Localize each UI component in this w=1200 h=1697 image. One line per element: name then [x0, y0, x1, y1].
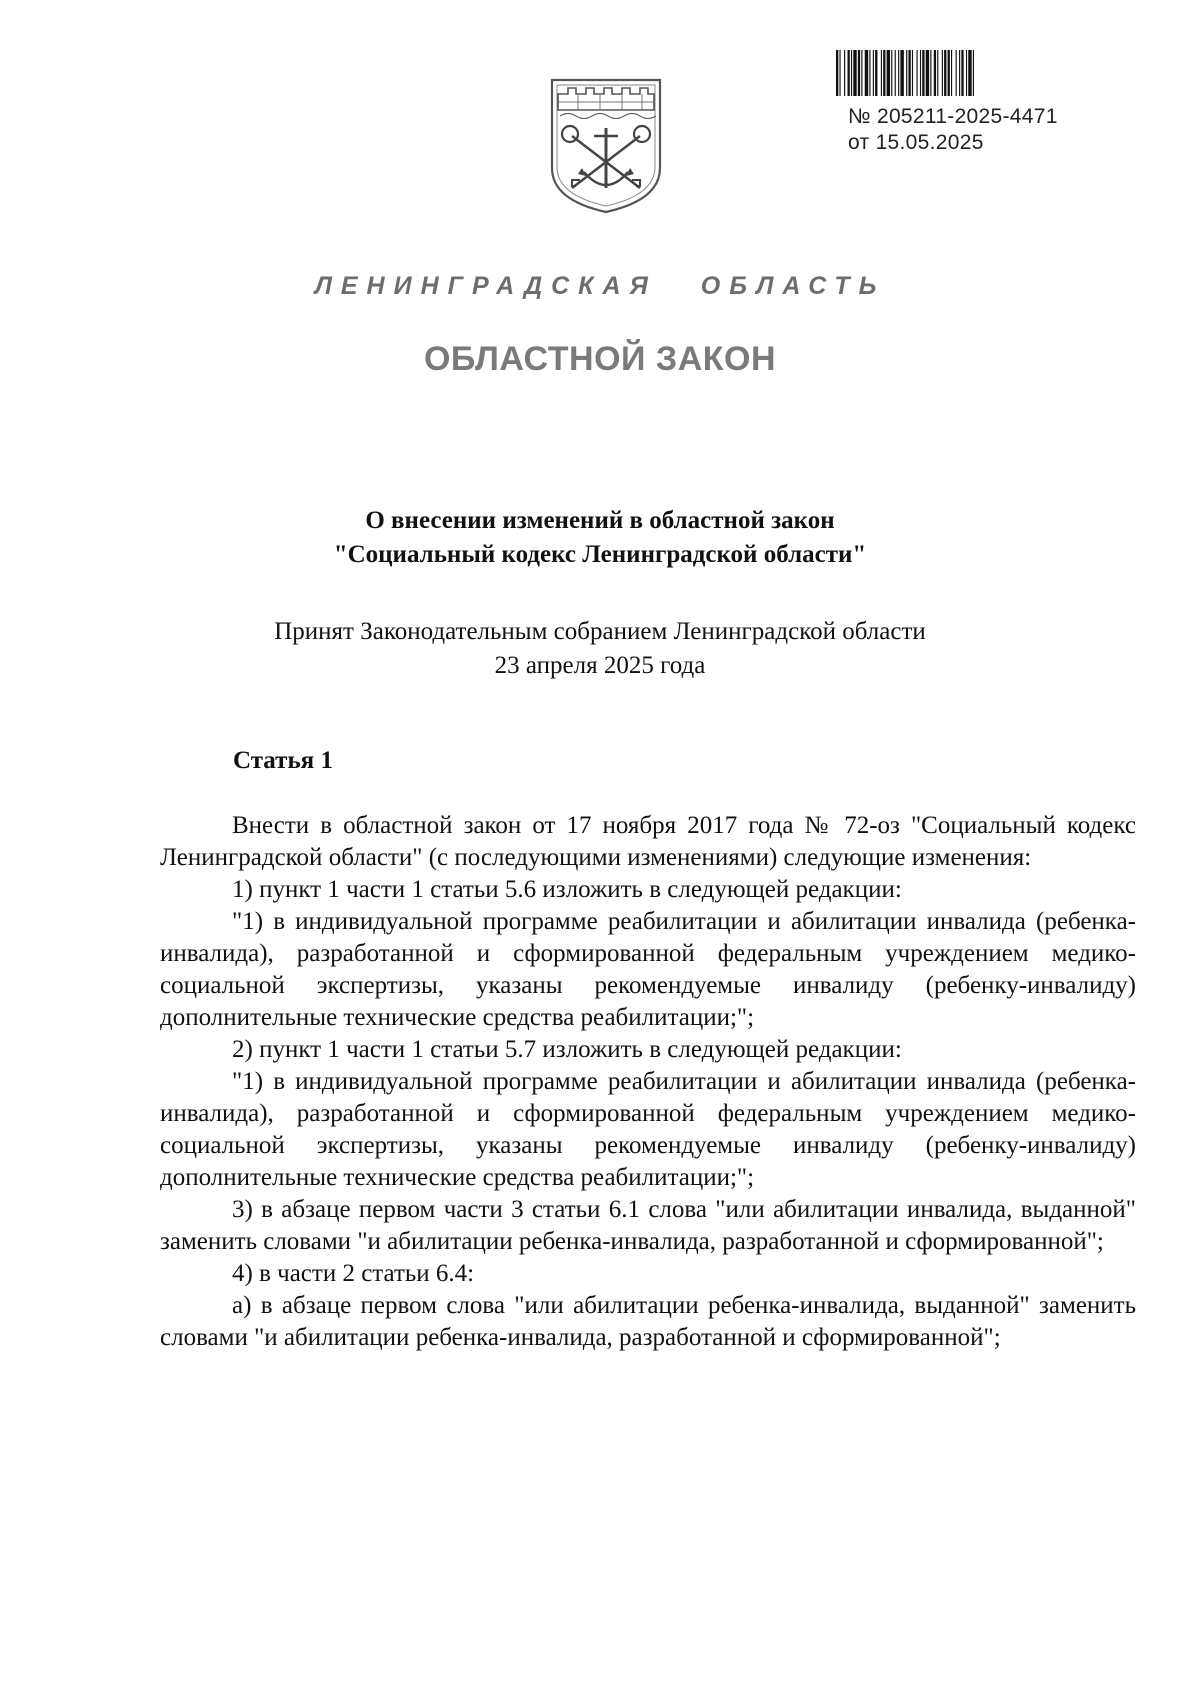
- barcode-bar: [912, 50, 913, 96]
- paragraph-item-1: 1) пункт 1 части 1 статьи 5.6 изложить в следующей редакции:: [232, 876, 902, 903]
- barcode-bar: [861, 50, 862, 96]
- barcode-bar: [968, 50, 971, 96]
- document-type-heading: ОБЛАСТНОЙ ЗАКОН: [423, 340, 777, 378]
- barcode-bar: [937, 50, 938, 96]
- barcode-bar: [891, 50, 892, 96]
- barcode-bar: [865, 50, 868, 96]
- barcode-bar: [908, 50, 910, 96]
- barcode-bar: [900, 50, 903, 96]
- barcode-bar: [951, 50, 952, 96]
- barcode-bar: [853, 50, 856, 96]
- barcode-bar: [836, 50, 838, 96]
- adoption-line-1: Принят Законодательным собранием Ленинградской области: [274, 618, 926, 645]
- barcode-bar: [959, 50, 960, 96]
- barcode-bar: [851, 50, 852, 96]
- barcode-bar: [956, 50, 957, 96]
- paragraph-item-4: 4) в части 2 статьи 6.4:: [232, 1260, 475, 1287]
- article-body: [160, 810, 1136, 1354]
- barcode-bar: [930, 50, 931, 96]
- registration-number: № 205211-2025-4471: [848, 105, 1058, 128]
- adoption-line-2: 23 апреля 2025 года: [494, 652, 706, 679]
- law-title-line-2: "Социальный кодекс Ленинградской области": [333, 541, 867, 568]
- barcode-bar: [920, 50, 921, 96]
- barcode-bar: [875, 50, 877, 96]
- paragraph-item-1-text: "1) в индивидуальной программе реабилитации и абилитации инвалида (ребенка-инвалида), разработанной и сформированной федеральным учреждением медико-социальной экспертизы, указаны рекомендуемые инвалиду (ребенку-инвалиду) дополнительные технические средства реабилитации;";: [160, 908, 1136, 1031]
- law-title-line-1: О внесении изменений в областной закон: [365, 507, 835, 534]
- barcode-bar: [906, 50, 907, 96]
- barcode: [834, 50, 1094, 96]
- barcode-bar: [917, 50, 918, 96]
- barcode-bar: [922, 50, 924, 96]
- barcode-bar: [887, 50, 890, 96]
- barcode-bar: [934, 50, 936, 96]
- barcode-bar: [973, 50, 974, 96]
- registration-block: [848, 104, 1058, 156]
- barcode-bar: [948, 50, 950, 96]
- article-heading: Статья 1: [233, 747, 333, 774]
- barcode-bar: [898, 50, 899, 96]
- barcode-bar: [942, 50, 943, 96]
- barcode-bar: [858, 50, 860, 96]
- barcode-bar: [895, 50, 896, 96]
- barcode-bar: [961, 50, 963, 96]
- barcode-bar: [844, 50, 845, 96]
- law-title: [0, 504, 1200, 572]
- paragraph-item-2: 2) пункт 1 части 1 статьи 5.7 изложить в следующей редакции:: [232, 1036, 902, 1063]
- barcode-bar: [926, 50, 929, 96]
- paragraph-item-3: 3) в абзаце первом части 3 статьи 6.1 слова "или абилитации инвалида, выданной" заменить словами "и абилитации ребенка-инвалида, разработанной и сформированной";: [160, 1196, 1136, 1255]
- barcode-bar: [839, 50, 840, 96]
- barcode-bar: [966, 50, 967, 96]
- adoption-note: [0, 615, 1200, 683]
- barcode-bar: [848, 50, 850, 96]
- barcode-bar: [881, 50, 882, 96]
- paragraph-item-4a: а) в абзаце первом слова "или абилитации ребенка-инвалида, выданной" заменить словами "и абилитации ребенка-инвалида, разработанной и сформированной";: [160, 1292, 1136, 1351]
- paragraph-item-2-text: "1) в индивидуальной программе реабилитации и абилитации инвалида (ребенка-инвалида), разработанной и сформированной федеральным учреждением медико-социальной экспертизы, указаны рекомендуемые инвалиду (ребенку-инвалиду) дополнительные технические средства реабилитации;";: [160, 1068, 1136, 1191]
- barcode-bar: [873, 50, 874, 96]
- barcode-bar: [944, 50, 946, 96]
- registration-date: от 15.05.2025: [848, 131, 984, 154]
- barcode-bar: [883, 50, 885, 96]
- region-heading: ЛЕНИНГРАДСКАЯ ОБЛАСТЬ: [314, 272, 886, 300]
- paragraph-intro: Внести в областной закон от 17 ноября 2017 года № 72-оз "Социальный кодекс Ленинградской области" (с последующими изменениями) следующие изменения:: [160, 812, 1136, 871]
- coat-of-arms-emblem: [548, 76, 664, 216]
- barcode-bar: [869, 50, 870, 96]
